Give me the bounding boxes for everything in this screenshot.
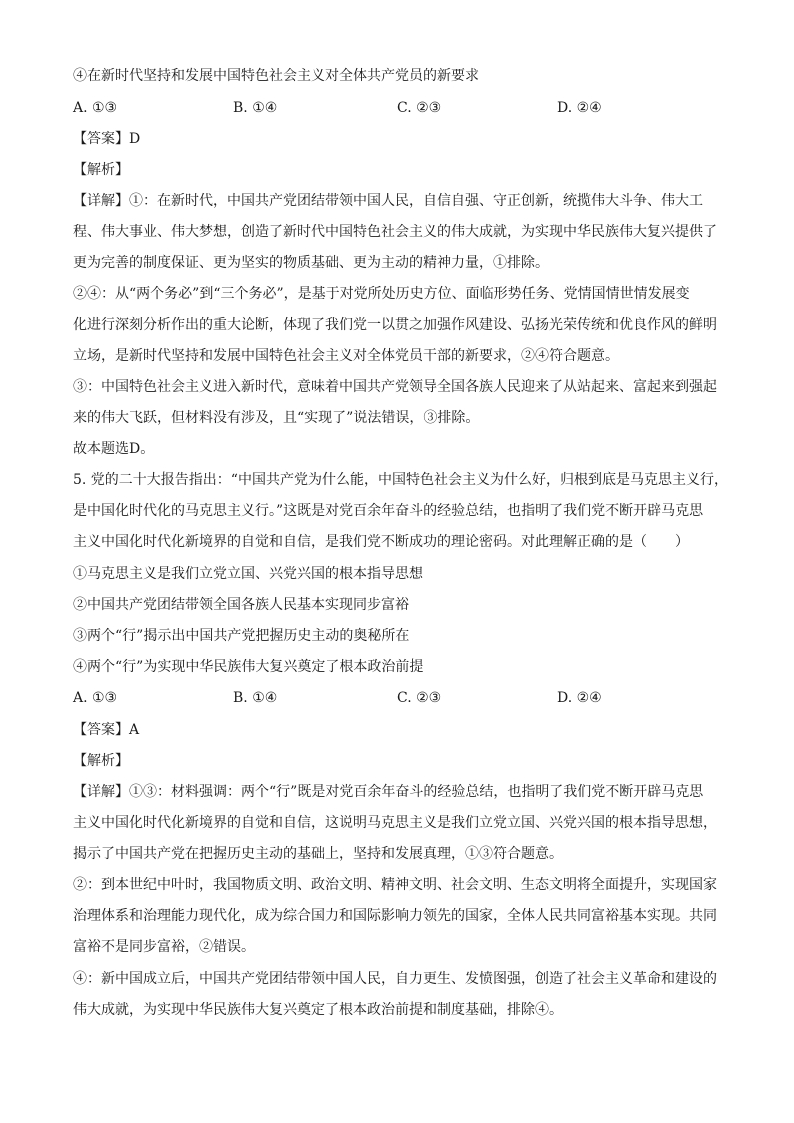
question4-detail-line: 更为完善的制度保证、更为坚实的物质基础、更为主动的精神力量，①排除。: [73, 255, 549, 271]
question4-detail-line: 立场，是新时代坚持和发展中国特色社会主义对全体党员干部的新要求，②④符合题意。: [73, 348, 619, 364]
question5-item-1: ①马克思主义是我们立党立国、兴党兴国的根本指导思想: [73, 566, 423, 582]
question4-detail-line: ③：中国特色社会主义进入新时代，意味着中国共产党领导全国各族人民迎来了从站起来、富起来到强起: [73, 379, 717, 395]
question4-detail-line: ②④：从“两个务必”到“三个务必”，是基于对党所处历史方位、面临形势任务、党情国情世情发展变: [73, 286, 690, 302]
option-a: A. ①③: [73, 100, 118, 116]
question5-analysis-label: 【解析】: [73, 753, 129, 769]
question5-stem-line: 5. 党的二十大报告指出：“中国共产党为什么能，中国特色社会主义为什么好，归根到底是马克思主义行，: [73, 472, 728, 488]
option-d: D. ②④: [557, 100, 602, 116]
question4-detail-line: 程、伟大事业、伟大梦想，创造了新时代中国特色社会主义的伟大成就，为实现中华民族伟大复兴提供了: [73, 224, 717, 240]
question4-analysis-label: 【解析】: [73, 162, 129, 178]
question5-detail-line: 【详解】①③：材料强调：两个“行”既是对党百余年奋斗的经验总结，也指明了我们党不断开辟马克思: [73, 784, 704, 800]
question5-detail-line: 富裕不是同步富裕，②错误。: [73, 939, 255, 955]
question5-options: [73, 688, 733, 708]
question5-detail-line: ④：新中国成立后，中国共产党团结带领中国人民，自力更生、发愤图强，创造了社会主义革命和建设的: [73, 971, 717, 987]
question5-item-4: ④两个“行”为实现中华民族伟大复兴奠定了根本政治前提: [73, 659, 424, 675]
question5-detail-line: 主义中国化时代化新境界的自觉和自信，这说明马克思主义是我们立党立国、兴党兴国的根本指导思想，: [73, 815, 717, 831]
question5-detail-line: 揭示了中国共产党在把握历史主动的基础上，坚持和发展真理，①③符合题意。: [73, 846, 563, 862]
question4-options: [73, 98, 733, 118]
question5-item-3: ③两个“行”揭示出中国共产党把握历史主动的奥秘所在: [73, 628, 410, 644]
question5-stem-line: 主义中国化时代化新境界的自觉和自信，是我们党不断成功的理论密码。对此理解正确的是（ ）: [73, 534, 689, 550]
question4-item-4: ④在新时代坚持和发展中国特色社会主义对全体共产党员的新要求: [73, 68, 479, 84]
question5-detail-line: ②：到本世纪中叶时，我国物质文明、政治文明、精神文明、社会文明、生态文明将全面提升，实现国家: [73, 877, 717, 893]
question4-conclusion: 故本题选D。: [73, 441, 155, 457]
question4-answer: 【答案】D: [73, 131, 141, 147]
question5-detail-line: 伟大成就，为实现中华民族伟大复兴奠定了根本政治前提和制度基础，排除④。: [73, 1002, 563, 1018]
question4-detail-line: 化进行深刻分析作出的重大论断，体现了我们党一以贯之加强作风建设、弘扬光荣传统和优良作风的鲜明: [73, 317, 717, 333]
option-b: B. ①④: [233, 100, 278, 116]
question5-detail-line: 治理体系和治理能力现代化，成为综合国力和国际影响力领先的国家，全体人民共同富裕基本实现。共同: [73, 908, 717, 924]
option-b: B. ①④: [233, 690, 278, 706]
option-a: A. ①③: [73, 690, 118, 706]
option-c: C. ②③: [397, 690, 442, 706]
question5-answer: 【答案】A: [73, 722, 140, 738]
question4-detail-line: 【详解】①：在新时代，中国共产党团结带领中国人民，自信自强、守正创新，统揽伟大斗争、伟大工: [73, 193, 703, 209]
option-c: C. ②③: [397, 100, 442, 116]
option-d: D. ②④: [557, 690, 602, 706]
question5-stem-line: 是中国化时代化的马克思主义行。”这既是对党百余年奋斗的经验总结，也指明了我们党不断开辟马克思: [73, 503, 704, 519]
question4-detail-line: 来的伟大飞跃，但材料没有涉及，且“实现了”说法错误，③排除。: [73, 410, 480, 426]
question5-item-2: ②中国共产党团结带领全国各族人民基本实现同步富裕: [73, 597, 409, 613]
